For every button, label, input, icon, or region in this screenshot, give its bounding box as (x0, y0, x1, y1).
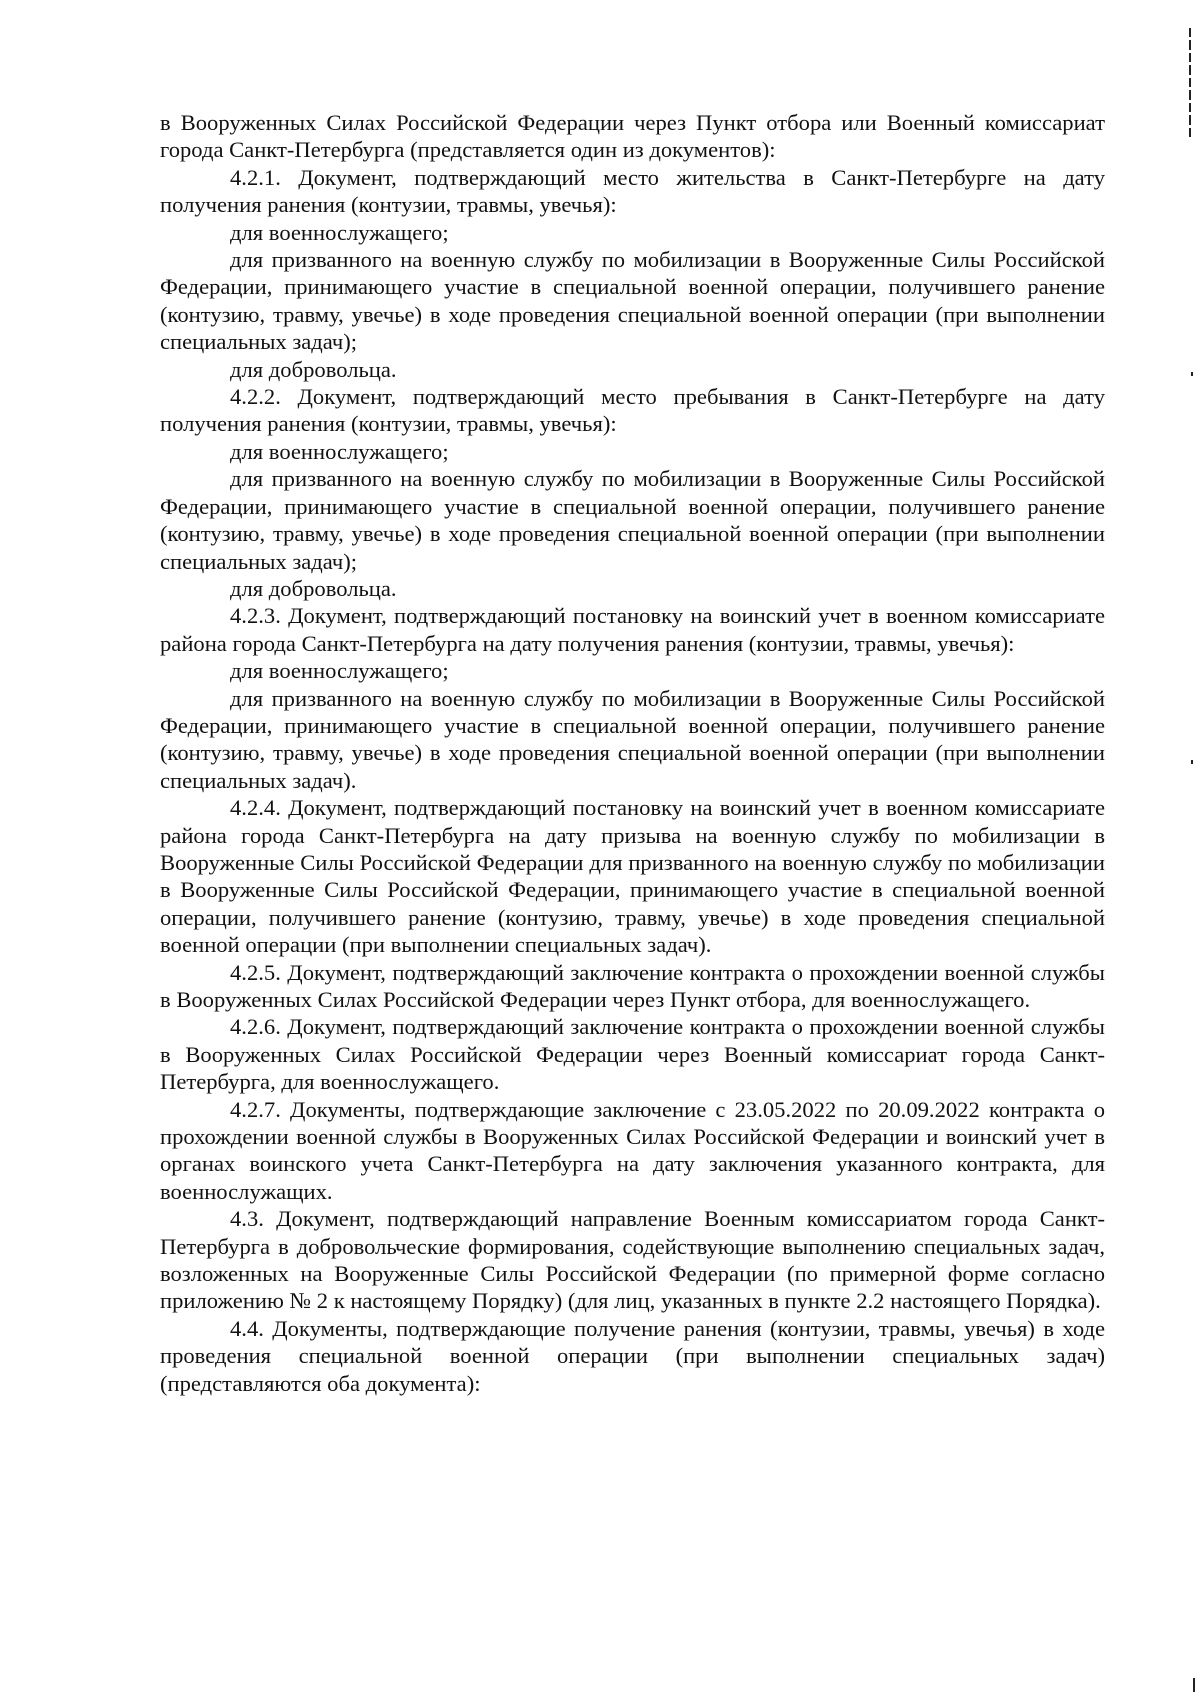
paragraph-4-4: 4.4. Документы, подтверждающие получение ранения (контузии, травмы, увечья) в ходе проведения специальной военной операции (при выполнении специальных задач) (представляются оба документа): (160, 1315, 1105, 1396)
paragraph-4-2-1: 4.2.1. Документ, подтверждающий место жительства в Санкт-Петербурге на дату получения ранения (контузии, травмы, увечья): (160, 164, 1105, 218)
document-page (160, 109, 1105, 1397)
list-item: для призванного на военную службу по мобилизации в Вооруженные Силы Российской Федерации, принимающего участие в специальной военной операции, получившего ранение (контузию, травму, увечье) в ходе проведения специальной военной операции (при выполнении специальных задач); (160, 466, 1105, 574)
list-item: для добровольца. (230, 575, 397, 601)
list-item: для военнослужащего; (230, 438, 449, 464)
paragraph-4-2-6: 4.2.6. Документ, подтверждающий заключение контракта о прохождении военной службы в Вооруженных Силах Российской Федерации через Военный комиссариат города Санкт-Петербурга, для военнослужащего. (160, 1014, 1105, 1095)
paragraph-4-2-4: 4.2.4. Документ, подтверждающий постановку на воинский учет в военном комиссариате района города Санкт-Петербурга на дату призыва на военную службу по мобилизации в Вооруженные Силы Российской Федерации для призванного на военную службу по мобилизации в Вооруженные Силы Российской Федерации, принимающего участие в специальной военной операции, получившего ранение (контузию, травму, увечье) в ходе проведения специальной военной операции (при выполнении специальных задач). (160, 795, 1105, 958)
list-item: для призванного на военную службу по мобилизации в Вооруженные Силы Российской Федерации, принимающего участие в специальной военной операции, получившего ранение (контузию, травму, увечье) в ходе проведения специальной военной операции (при выполнении специальных задач). (160, 685, 1105, 793)
paragraph-4-2-3: 4.2.3. Документ, подтверждающий постановку на воинский учет в военном комиссариате района города Санкт-Петербурга на дату получения ранения (контузии, травмы, увечья): (160, 603, 1105, 656)
paragraph-4-2-5: 4.2.5. Документ, подтверждающий заключение контракта о прохождении военной службы в Вооруженных Силах Российской Федерации через Пункт отбора, для военнослужащего. (160, 959, 1105, 1012)
list-item: для военнослужащего; (230, 219, 449, 245)
paragraph-4-2-7: 4.2.7. Документы, подтверждающие заключение с 23.05.2022 по 20.09.2022 контракта о прохождении военной службы в Вооруженных Силах Российской Федерации и воинский учет в органах воинского учета Санкт-Петербурга на дату заключения указанного контракта, для военнослужащих. (160, 1096, 1105, 1204)
list-item: для призванного на военную службу по мобилизации в Вооруженные Силы Российской Федерации, принимающего участие в специальной военной операции, получившего ранение (контузию, травму, увечье) в ходе проведения специальной военной операции (при выполнении специальных задач); (160, 247, 1105, 355)
scan-edge-mark (1191, 372, 1193, 376)
paragraph-4-3: 4.3. Документ, подтверждающий направление Военным комиссариатом города Санкт-Петербурга в добровольческие формирования, содействующие выполнению специальных задач, возложенных на Вооруженные Силы Российской Федерации (по примерной форме согласно приложению № 2 к настоящему Порядку) (для лиц, указанных в пункте 2.2 настоящего Порядка). (160, 1206, 1105, 1314)
scan-edge-mark (1191, 760, 1193, 764)
paragraph-continuation: в Вооруженных Силах Российской Федерации через Пункт отбора или Военный комиссариат города Санкт-Петербурга (представляется один из документов): (160, 110, 1105, 163)
scan-edge-mark (1189, 28, 1191, 140)
list-item: для добровольца. (230, 356, 397, 382)
list-item: для военнослужащего; (230, 658, 449, 684)
scan-edge-mark (1193, 1678, 1195, 1692)
paragraph-4-2-2: 4.2.2. Документ, подтверждающий место пребывания в Санкт-Петербурге на дату получения ранения (контузии, травмы, увечья): (160, 384, 1105, 437)
